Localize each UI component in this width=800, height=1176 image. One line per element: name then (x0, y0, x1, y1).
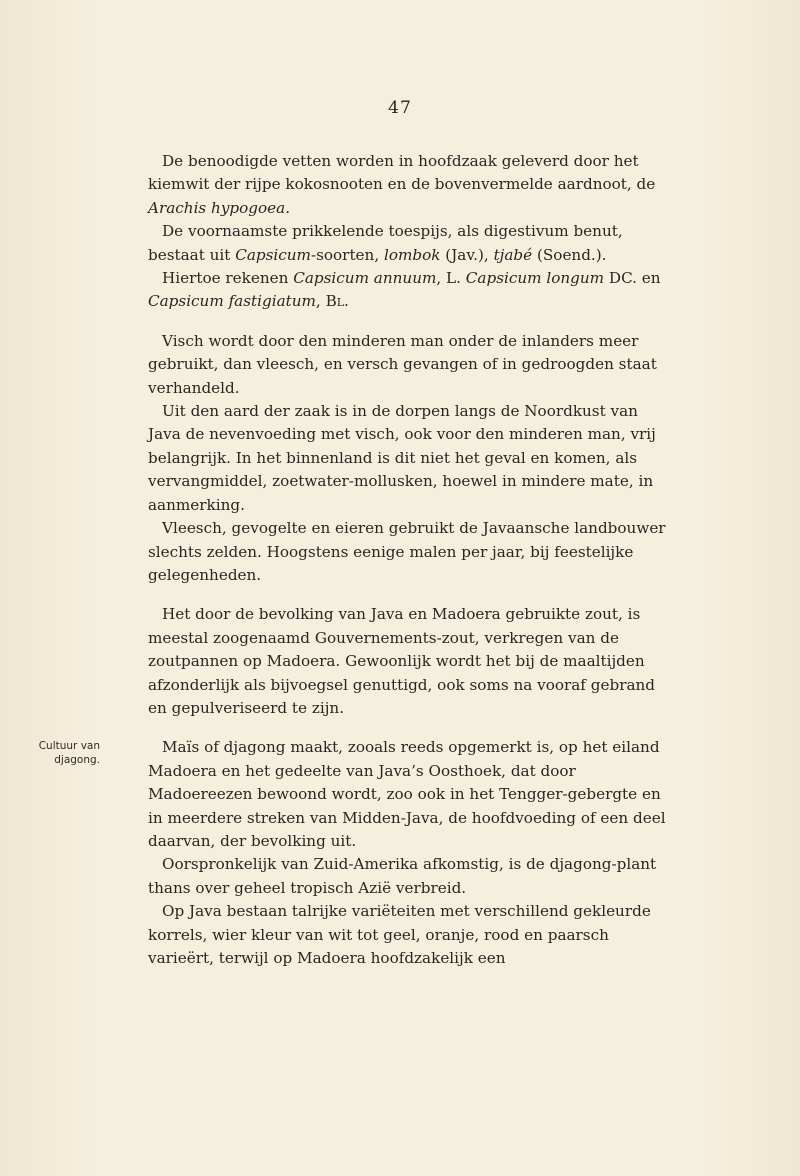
paragraph-gap (148, 587, 670, 603)
local-name: tjabé (493, 245, 533, 264)
text-run: -soorten, (310, 245, 384, 264)
text-run: . (285, 198, 291, 217)
genus-name: Capsicum (235, 245, 311, 264)
species-name: Arachis hypogoea (148, 198, 286, 217)
species-name: Capsicum annuum (293, 269, 437, 288)
paragraph-maize-varieties: Op Java bestaan talrijke variëteiten met verschillend gekleurde korrels, wier kleur van wit tot geel, oranje, rood en paarsch varieërt, terwijl op Madoera hoofdzakelijk een (148, 902, 651, 967)
text-run: (Jav.), (440, 245, 494, 264)
text-run: . (344, 292, 349, 311)
text-run: , L. (436, 269, 466, 288)
local-name: lombok (383, 245, 441, 264)
paragraph-meat: Vleesch, gevogelte en eieren gebruikt de Javaansche landbouwer slechts zelden. Hoogstens eenige malen per jaar, bij feestelijke gelegenheden. (148, 519, 666, 584)
text-run: De voornaamste prikkelende toespijs, als digestivum benut, bestaat uit (148, 222, 623, 264)
paragraph-maize: Maïs of djagong maakt, zooals reeds opgemerkt is, op het eiland Madoera en het gedeelte van Java’s Oosthoek, dat door Madoereezen bewoond wordt, zoo ook in het Tengger-gebergte en in meerdere streken van Midden-Java, de hoofdvoeding of een deel daarvan, der bevolking uit. (148, 738, 666, 850)
paragraph-north-coast: Uit den aard der zaak is in de dorpen langs de Noordkust van Java de nevenvoeding met visch, ook voor den minderen man, vrij belangrijk. In het binnenland is dit niet het geval en komen, als vervangmiddel, zoetwater-mollusken, hoewel in mindere mate, in aanmerking. (148, 402, 656, 514)
paragraph-fish: Visch wordt door den minderen man onder de inlanders meer gebruikt, dan vleesch, en versch gevangen of in gedroogden staat verhandeld. (148, 331, 657, 397)
paragraph-salt: Het door de bevolking van Java en Madoera gebruikte zout, is meestal zoogenaamd Gouvernements-zout, verkregen van de zoutpannen op Madoera. Gewoonlijk wordt het bij de maaltijden afzonderlijk als bijvoegsel genuttigd, ook soms na vooraf gebrand en gepulveriseerd te zijn. (148, 605, 656, 717)
paragraph-spices (148, 220, 670, 267)
paragraph-gap (148, 720, 670, 736)
margin-note-line: djagong. (54, 754, 100, 767)
species-name: Capsicum longum (465, 269, 605, 288)
text-column (38, 150, 670, 970)
text-run: , (315, 292, 326, 311)
margin-note (34, 739, 100, 767)
text-run: (Soend.). (532, 245, 607, 264)
paragraph-maize-origin: Oorspronkelijk van Zuid-Amerika afkomstig, is de djagong-plant thans over geheel tropisch Azië verbreid. (148, 855, 657, 897)
text-run: DC. en (604, 269, 661, 288)
margin-note-line: Cultuur van (38, 740, 100, 753)
text-run: De benoodigde vetten worden in hoofdzaak geleverd door het kiemwit der rijpe kokosnooten en de bovenvermelde aardnoot, de (148, 152, 656, 194)
text-run: Hiertoe rekenen (162, 269, 294, 288)
author-abbrev: Bl (325, 292, 345, 311)
section-maize (38, 736, 670, 970)
paragraph-gap (148, 314, 670, 330)
page-number: 47 (388, 98, 412, 118)
paragraph-capsicum-species (148, 267, 670, 314)
paragraph-fats (148, 150, 670, 220)
species-name: Capsicum fastigiatum (148, 292, 316, 311)
